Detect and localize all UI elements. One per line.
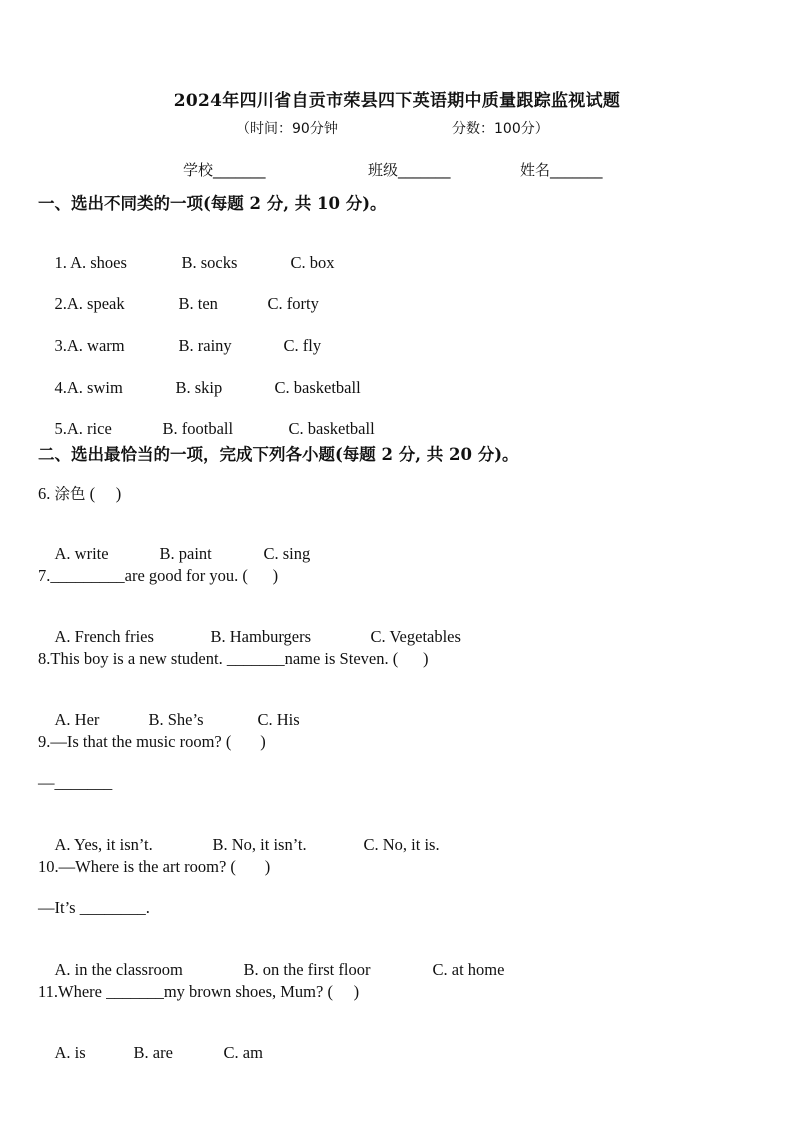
question-2-option-b: B. ten xyxy=(178,294,218,313)
question-9-option-c: C. No, it is. xyxy=(363,835,440,854)
question-8-option-c: C. His xyxy=(257,710,300,729)
question-10-option-b: B. on the first floor xyxy=(243,960,371,979)
question-11-option-a: A. is xyxy=(54,1043,86,1062)
question-8-option-a: A. Her xyxy=(54,710,100,729)
question-5-option-b: B. football xyxy=(162,419,234,438)
question-7-option-b: B. Hamburgers xyxy=(210,627,312,646)
question-9-answer: —_______ xyxy=(38,773,113,792)
question-6-blank: ( ) xyxy=(85,484,122,503)
question-3-option-b: B. rainy xyxy=(178,336,232,355)
question-7: 7._________are good for you. ( ) xyxy=(38,566,279,585)
question-7-option-c: C. Vegetables xyxy=(370,627,461,646)
question-3-option-a: 3.A. warm xyxy=(54,336,125,355)
section-1-heading: 一、选出不同类的一项(每题 2 分, 共 10 分)。 xyxy=(38,194,387,213)
class-field: 班级_______ xyxy=(368,161,451,179)
question-4-option-a: 4.A. swim xyxy=(54,378,123,397)
question-2-option-a: 2.A. speak xyxy=(54,294,125,313)
question-11-option-c: C. am xyxy=(223,1043,263,1062)
question-11-options xyxy=(38,1023,263,1083)
question-11-option-b: B. are xyxy=(133,1043,173,1062)
section-2-heading: 二、选出最恰当的一项，完成下列各小题(每题 2 分, 共 20 分)。 xyxy=(38,445,519,464)
page-title: 2024年四川省自贡市荣县四下英语期中质量跟踪监视试题 xyxy=(173,91,621,111)
question-6 xyxy=(38,482,121,504)
question-6-option-c: C. sing xyxy=(263,544,311,563)
question-4-option-b: B. skip xyxy=(175,378,223,397)
question-9: 9.—Is that the music room? ( ) xyxy=(38,732,266,751)
name-field: 姓名_______ xyxy=(520,161,603,179)
question-8: 8.This boy is a new student. _______name is Steven. ( ) xyxy=(38,649,429,668)
question-4-option-c: C. basketball xyxy=(274,378,361,397)
question-10-option-c: C. at home xyxy=(432,960,505,979)
question-6-option-a: A. write xyxy=(54,544,109,563)
question-1-option-c: C. box xyxy=(290,253,335,272)
question-6-option-b: B. paint xyxy=(159,544,212,563)
question-3-option-c: C. fly xyxy=(283,336,322,355)
question-7-option-a: A. French fries xyxy=(54,627,154,646)
question-9-option-a: A. Yes, it isn’t. xyxy=(54,835,153,854)
question-5-option-a: 5.A. rice xyxy=(54,419,112,438)
question-11: 11.Where _______my brown shoes, Mum? ( ) xyxy=(38,982,360,1001)
question-10-answer: —It’s ________. xyxy=(38,898,150,917)
school-field: 学校_______ xyxy=(183,161,266,179)
exam-score: 分数：100分） xyxy=(452,121,549,137)
question-6-prompt: 涂色 xyxy=(54,485,86,503)
question-6-number: 6. xyxy=(38,484,55,503)
question-9-option-b: B. No, it isn’t. xyxy=(212,835,307,854)
question-1-option-a: 1. A. shoes xyxy=(54,253,127,272)
exam-time: （时间：90分钟 xyxy=(236,121,338,137)
question-10-option-a: A. in the classroom xyxy=(54,960,183,979)
question-8-option-b: B. She’s xyxy=(148,710,204,729)
question-5-option-c: C. basketball xyxy=(288,419,375,438)
question-2-option-c: C. forty xyxy=(267,294,319,313)
question-10: 10.—Where is the art room? ( ) xyxy=(38,857,271,876)
question-1-option-b: B. socks xyxy=(181,253,238,272)
